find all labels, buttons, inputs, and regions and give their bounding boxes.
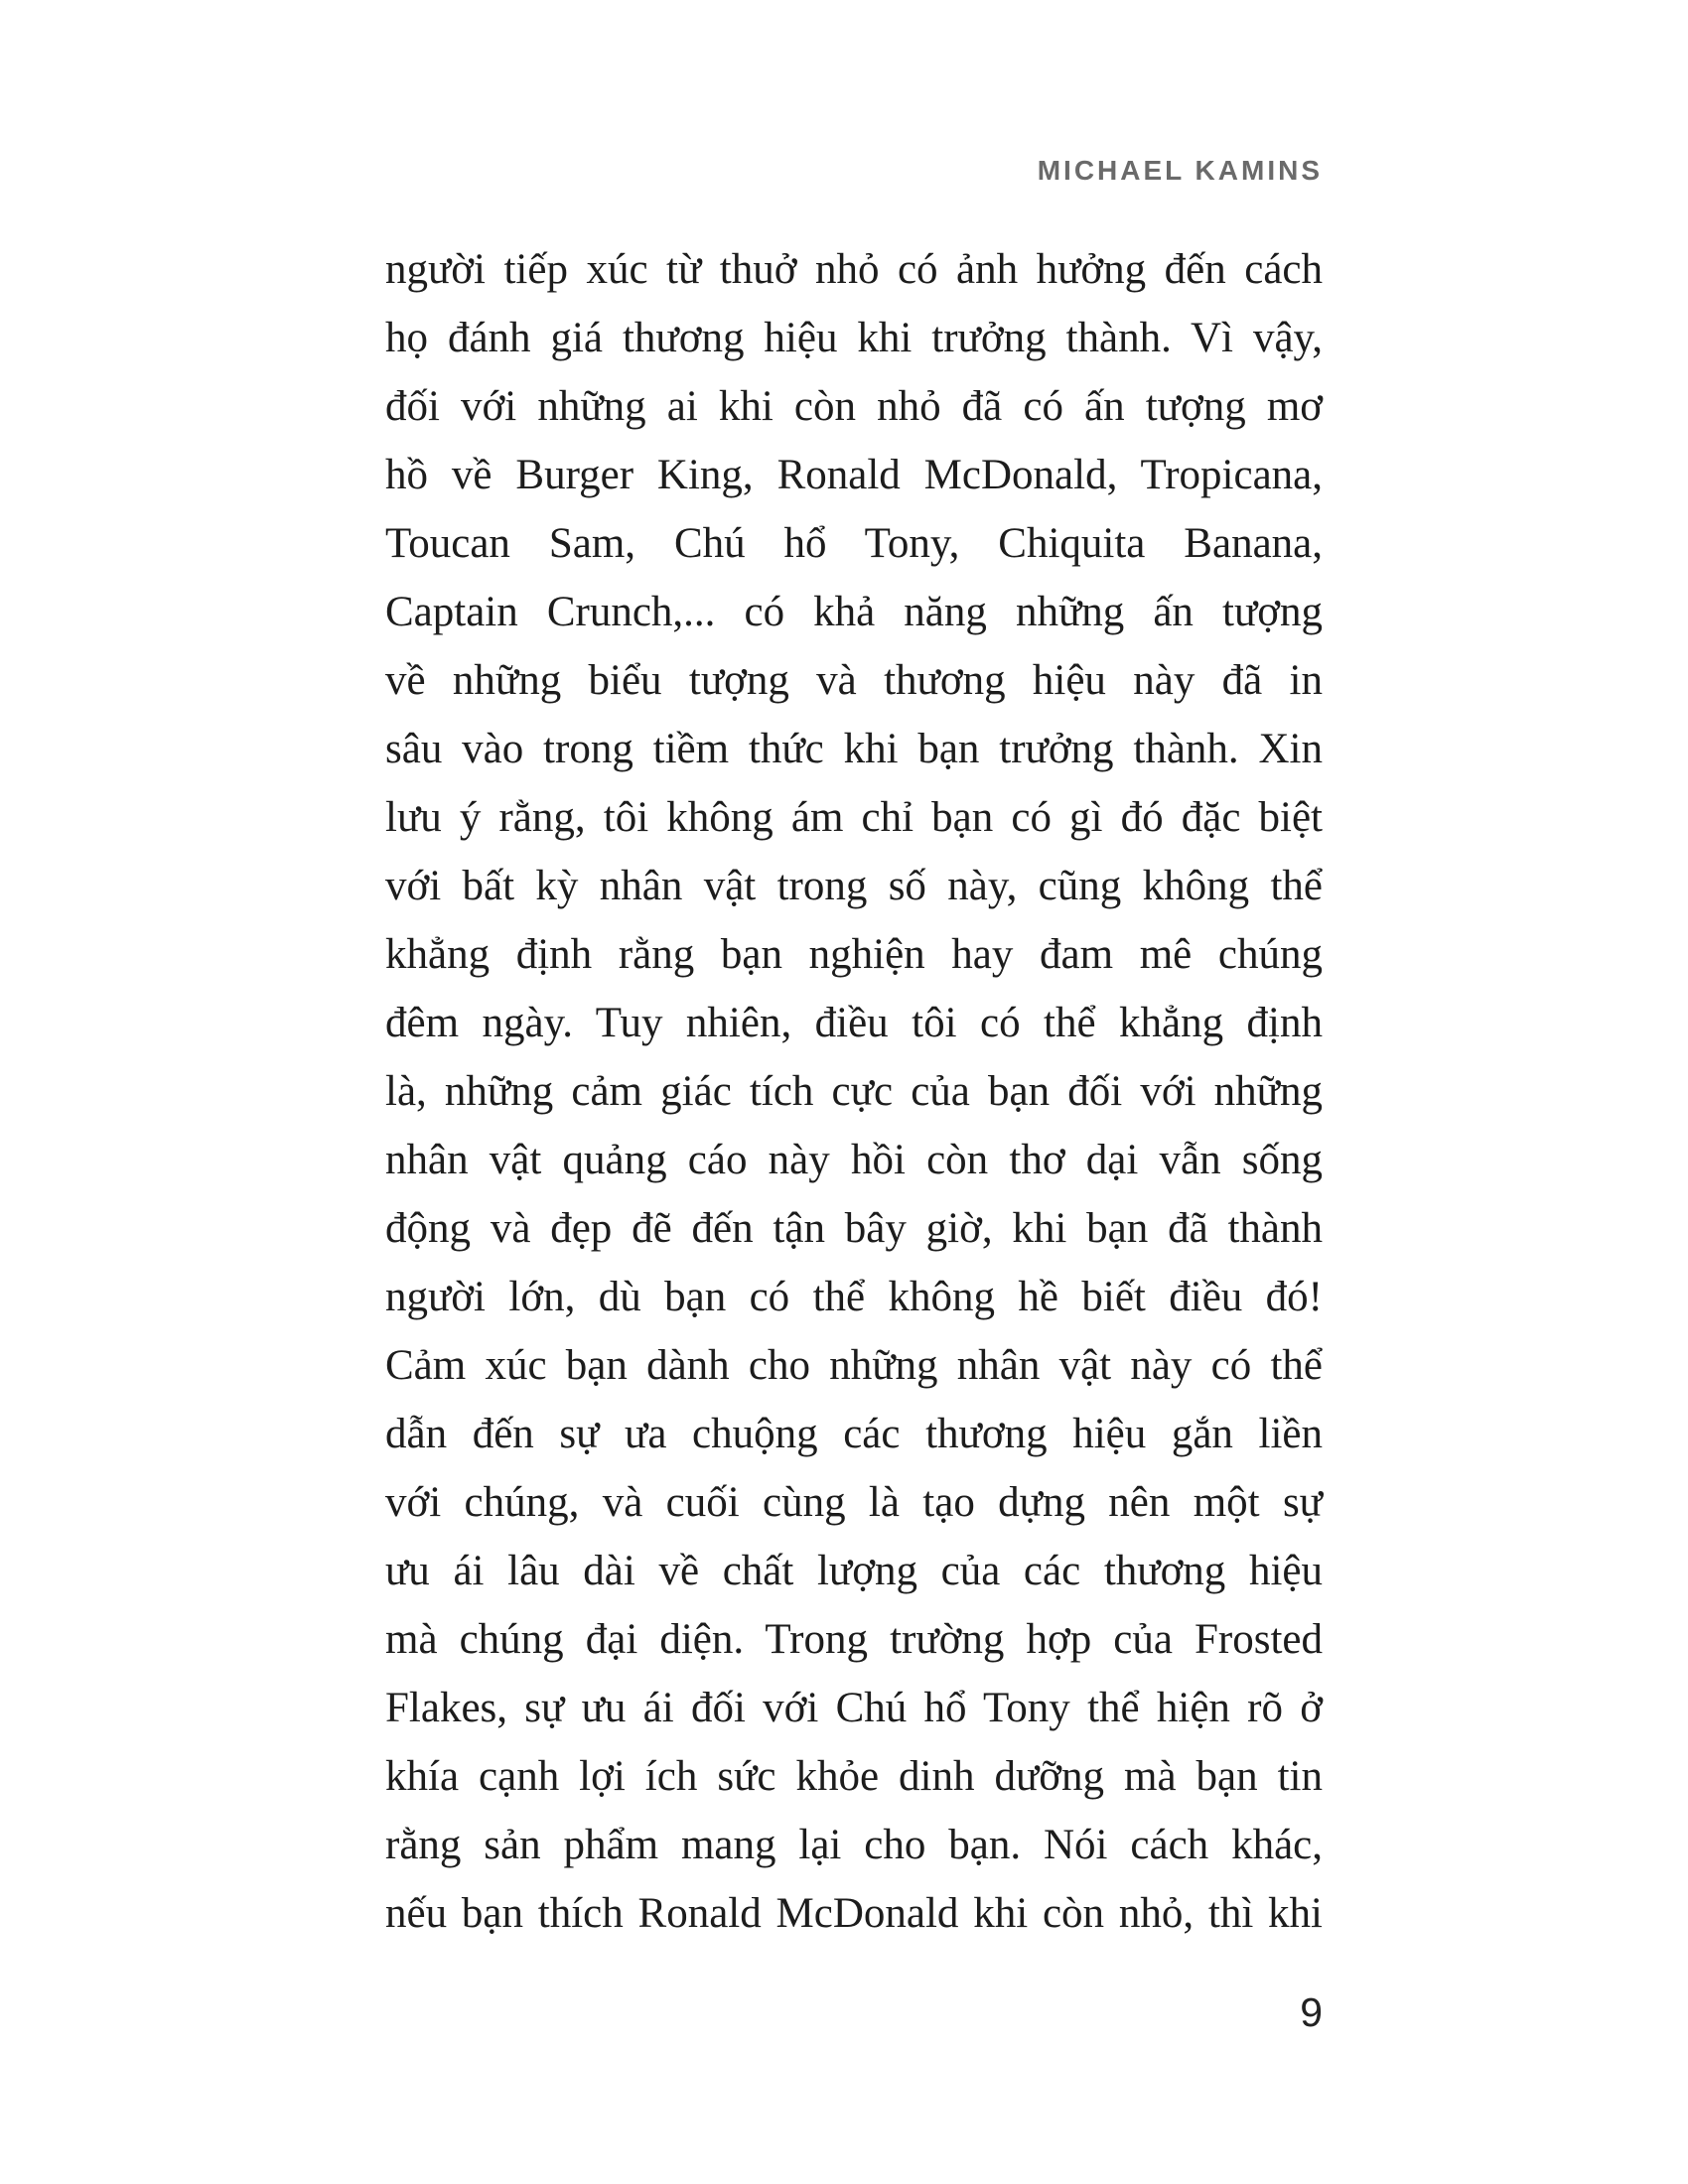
body-text: [385, 235, 1323, 1948]
text-line: Captain Crunch,... có khả năng những ấn tượng: [385, 589, 1323, 635]
text-line: động và đẹp đẽ đến tận bây giờ, khi bạn đã thành: [385, 1205, 1323, 1252]
text-line: Flakes, sự ưu ái đối với Chú hổ Tony thể hiện rõ ở: [385, 1685, 1323, 1731]
text-line: người lớn, dù bạn có thể không hề biết điều đó!: [385, 1274, 1323, 1320]
text-line: nếu bạn thích Ronald McDonald khi còn nhỏ, thì khi: [385, 1890, 1323, 1937]
text-line: Cảm xúc bạn dành cho những nhân vật này có thể: [385, 1342, 1323, 1389]
text-line: khẳng định rằng bạn nghiện hay đam mê chúng: [385, 931, 1323, 978]
text-line: đêm ngày. Tuy nhiên, điều tôi có thể khẳng định: [385, 1000, 1323, 1046]
text-line: Toucan Sam, Chú hổ Tony, Chiquita Banana,: [385, 520, 1323, 567]
text-line: hồ về Burger King, Ronald McDonald, Tropicana,: [385, 452, 1323, 498]
text-line: dẫn đến sự ưa chuộng các thương hiệu gắn liền: [385, 1411, 1323, 1457]
running-header-author: MICHAEL KAMINS: [1037, 155, 1323, 186]
text-line: rằng sản phẩm mang lại cho bạn. Nói cách khác,: [385, 1822, 1323, 1868]
text-line: ưu ái lâu dài về chất lượng của các thương hiệu: [385, 1548, 1323, 1594]
text-line: lưu ý rằng, tôi không ám chỉ bạn có gì đó đặc biệt: [385, 794, 1323, 841]
text-line: với chúng, và cuối cùng là tạo dựng nên một sự: [385, 1479, 1323, 1526]
text-line: họ đánh giá thương hiệu khi trưởng thành. Vì vậy,: [385, 315, 1323, 361]
text-line: với bất kỳ nhân vật trong số này, cũng không thể: [385, 863, 1323, 909]
text-line: sâu vào trong tiềm thức khi bạn trưởng thành. Xin: [385, 726, 1323, 772]
text-line: người tiếp xúc từ thuở nhỏ có ảnh hưởng đến cách: [385, 246, 1323, 293]
page-number: 9: [1300, 1989, 1323, 2035]
text-line: về những biểu tượng và thương hiệu này đã in: [385, 657, 1323, 704]
text-line: nhân vật quảng cáo này hồi còn thơ dại vẫn sống: [385, 1137, 1323, 1183]
text-line: khía cạnh lợi ích sức khỏe dinh dưỡng mà bạn tin: [385, 1753, 1323, 1800]
text-line: đối với những ai khi còn nhỏ đã có ấn tượng mơ: [385, 383, 1323, 430]
text-line: mà chúng đại diện. Trong trường hợp của Frosted: [385, 1616, 1323, 1663]
text-line: là, những cảm giác tích cực của bạn đối với những: [385, 1068, 1323, 1115]
